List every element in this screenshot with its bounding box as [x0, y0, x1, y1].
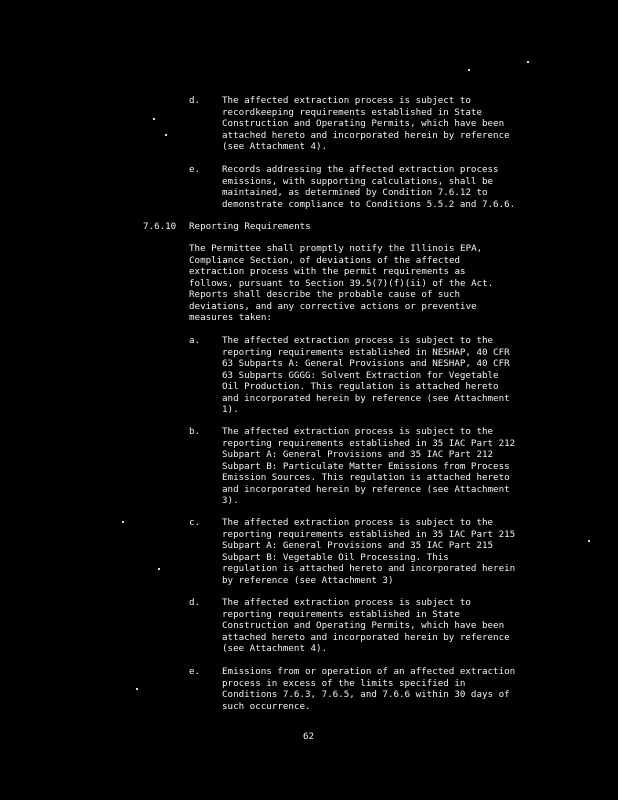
item-text: The affected extraction process is subject to recordkeeping requirements established in State Construction and Operating Permits, which have been attached hereto and incorporated herein by reference (see Attachment 4). — [222, 95, 510, 152]
item-text: Records addressing the affected extraction process emissions, with supporting calculations, shall be maintained, as determined by Condition 7.6.12 to demonstrate compliance to Conditions 5.5.2 and 7.6.6. — [222, 164, 516, 210]
reporting-item-c — [189, 517, 515, 586]
scan-speck — [158, 568, 160, 570]
reporting-item-b — [189, 426, 515, 507]
item-text: The affected extraction process is subject to reporting requirements established in State Construction and Operating Permits, which have been attached hereto and incorporated herein by reference (see Attachment 4). — [222, 597, 510, 654]
item-letter: d. — [189, 95, 201, 106]
item-letter: e. — [189, 164, 201, 175]
item-letter: d. — [189, 597, 201, 608]
item-letter: b. — [189, 426, 201, 437]
item-text: Emissions from or operation of an affected extraction process in excess of the limits specified in Conditions 7.6.3, 7.6.5, and 7.6.6 within 30 days of such occurrence. — [222, 666, 516, 712]
scan-speck — [527, 61, 529, 63]
reporting-item-d — [189, 597, 510, 655]
recordkeeping-item-d — [189, 95, 510, 153]
page-number: 62 — [303, 731, 315, 742]
reporting-item-a — [189, 335, 510, 416]
scan-speck — [588, 540, 590, 542]
scan-speck — [165, 134, 167, 136]
scan-speck — [468, 69, 470, 71]
item-letter: a. — [189, 335, 201, 346]
scan-speck — [153, 118, 155, 120]
scan-speck — [122, 521, 124, 523]
section-number: 7.6.10 — [143, 221, 177, 232]
scan-speck — [136, 688, 138, 690]
recordkeeping-item-e — [189, 164, 515, 210]
reporting-item-e — [189, 666, 515, 712]
item-letter: e. — [189, 666, 201, 677]
item-text: The affected extraction process is subject to the reporting requirements established in 35 IAC Part 215 Subpart A: General Provisions and 35 IAC Part 215 Subpart B: Vegetable Oil Processing. This regulation is attached hereto and incorporated herein by reference (see Attachment 3) — [222, 517, 516, 586]
item-text: The affected extraction process is subject to the reporting requirements established in 35 IAC Part 212 Subpart A: General Provisions and 35 IAC Part 212 Subpart B: Particulate Matter Emissions from Process Emission Sources. This regulation is attached hereto and incorporated herein by reference (see Attachment 3). — [222, 426, 516, 506]
section-title: Reporting Requirements — [189, 221, 311, 232]
item-text: The affected extraction process is subject to the reporting requirements established in NESHAP, 40 CFR 63 Subparts A: General Provisions and NESHAP, 40 CFR 63 Subparts GGGG: Solvent Extraction for Vegetable Oil Production. This regulation is attached hereto and incorporated herein by reference (see Attachment 1). — [222, 335, 510, 415]
section-intro-paragraph: The Permittee shall promptly notify the Illinois EPA, Compliance Section, of deviations of the affected extraction process with the permit requirements as follows, pursuant to Section 39.5(7)(f)(ii) of the Act. Reports shall describe the probable cause of such deviations, and any corrective actions or preventive measures taken: — [189, 243, 494, 323]
item-letter: c. — [189, 517, 201, 528]
